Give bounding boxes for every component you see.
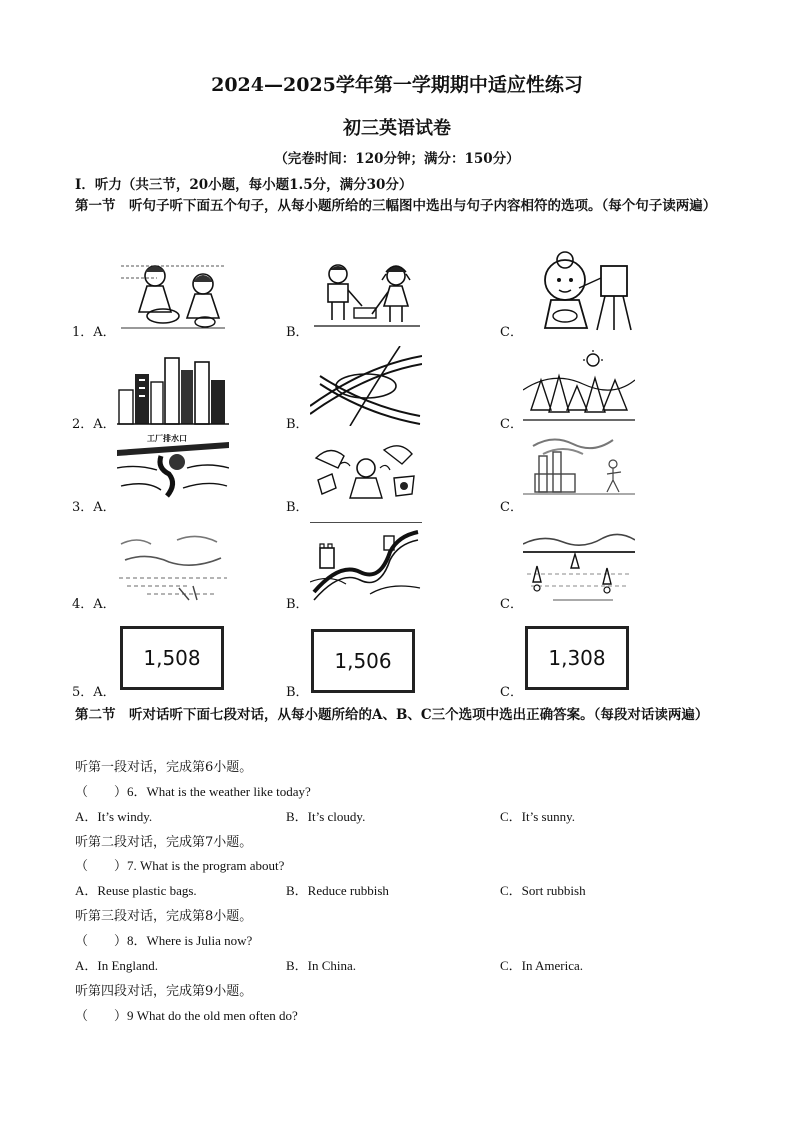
question-9: （ ）9 What do the old men often do? [75, 1008, 298, 1023]
city-skyline-image [117, 352, 229, 426]
q5-option-a-label: 5．A． [72, 685, 116, 700]
q8-option-c: C．In America. [500, 958, 584, 973]
q1-option-c-label: C． [500, 325, 523, 340]
cooking-children-image [117, 256, 229, 332]
question-6: （ ）6．What is the weather like today? [75, 784, 311, 799]
dialogue-4-intro: 听第四段对话，完成第9小题。 [75, 984, 253, 999]
rubbish-pile-image [310, 440, 422, 502]
q8-option-b: B．In China. [286, 958, 357, 973]
q7-option-c: C．Sort rubbish [500, 883, 586, 898]
exam-subtitle: 初三英语试卷 [343, 118, 451, 139]
q3-option-a-label: 3．A． [72, 500, 116, 515]
misty-lake-image [117, 530, 229, 604]
q7-option-a: A．Reuse plastic bags. [75, 883, 197, 898]
q4-option-c-label: C． [500, 597, 523, 612]
dialogue-2-intro: 听第二段对话，完成第7小题。 [75, 835, 253, 850]
q5-option-b-label: B． [286, 685, 309, 700]
q5-number-box-b: 1,506 [311, 629, 415, 693]
q1-option-a-label: 1．A． [72, 325, 116, 340]
q6-option-b: B．It’s cloudy. [286, 809, 366, 824]
q2-option-c-label: C． [500, 417, 523, 432]
q2-option-b-label: B． [286, 417, 309, 432]
q5-number-box-c: 1,308 [525, 626, 629, 690]
exam-info: （完卷时间：120分钟；满分：150分） [274, 151, 520, 167]
q3-option-b-label: B． [286, 500, 309, 515]
pagoda-lake-image [523, 530, 635, 606]
q1-option-b-label: B． [286, 325, 309, 340]
q7-option-b: B．Reduce rubbish [286, 883, 389, 898]
girl-painting-image [521, 250, 637, 334]
q4-option-b-label: B． [286, 597, 309, 612]
section-heading: Ⅰ．听力（共三节，20小题，每小题1.5分，满分30分） [75, 177, 413, 193]
highway-interchange-image [310, 346, 422, 426]
question-8: （ ）8．Where is Julia now? [75, 933, 253, 948]
q6-option-a: A．It’s windy. [75, 809, 153, 824]
factory-smoke-image [523, 434, 635, 500]
q8-option-a: A．In England. [75, 958, 159, 973]
factory-drain-image [117, 434, 229, 498]
factory-sign: 工厂排水口 [147, 434, 187, 443]
dialogue-1-intro: 听第一段对话，完成第6小题。 [75, 760, 253, 775]
q5-number-box-a: 1,508 [120, 626, 224, 690]
children-planting-image [310, 262, 424, 330]
q5-option-c-label: C． [500, 685, 523, 700]
part1-instruction: 第一节 听句子听下面五个句子，从每小题所给的三幅图中选出与句子内容相符的选项。（每个句子读两遍） [75, 198, 717, 214]
q6-option-c: C．It’s sunny. [500, 809, 575, 824]
q4-option-a-label: 4．A． [72, 597, 116, 612]
exam-title: 2024—2025学年第一学期期中适应性练习 [211, 74, 583, 96]
question-7: （ ）7. What is the program about? [75, 858, 285, 873]
q2-option-a-label: 2．A． [72, 417, 116, 432]
forest-landscape-image [523, 350, 635, 426]
part2-instruction: 第二节 听对话听下面七段对话，从每小题所给的A、B、C三个选项中选出正确答案。（每段对话读两遍） [75, 707, 709, 723]
dialogue-3-intro: 听第三段对话，完成第8小题。 [75, 909, 253, 924]
q3-option-c-label: C． [500, 500, 523, 515]
great-wall-image [310, 522, 422, 604]
